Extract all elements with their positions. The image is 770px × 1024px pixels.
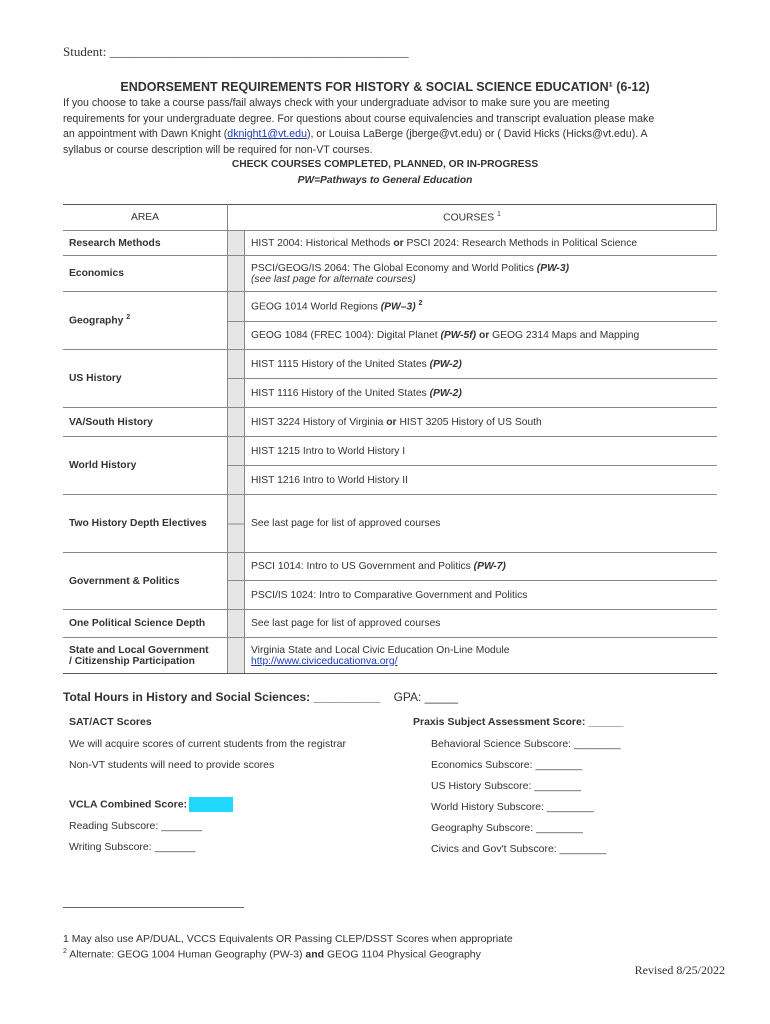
checkbox-us-history-2[interactable] [228,379,245,408]
revised-date: Revised 8/25/2022 [634,963,725,977]
course-government-2: PSCI/IS 1024: Intro to Comparative Government and Politics [245,581,717,610]
checkbox-state-local-government[interactable] [228,638,245,674]
dawn-knight-email-link[interactable]: dknight1@vt.edu [227,128,307,140]
total-hours-field[interactable]: Total Hours in History and Social Sciences: __________ [63,690,381,704]
vcla-writing-subscore[interactable]: Writing Subscore: _______ [69,841,196,853]
civic-education-link[interactable]: http://www.civiceducationva.org/ [251,655,398,667]
sat-act-note-1: We will acquire scores of current students from the registrar [69,738,346,750]
intro-line-3-pre: an appointment with Dawn Knight ( [63,128,228,140]
vcla-reading-subscore[interactable]: Reading Subscore: _______ [69,820,203,832]
area-research-methods: Research Methods [63,231,228,256]
course-world-history-2: HIST 1216 Intro to World History II [245,466,717,495]
checkbox-world-history-2[interactable] [228,466,245,495]
course-us-history-2: HIST 1116 History of the United States (PW-2) [245,379,717,408]
sat-act-label: SAT/ACT Scores [69,716,152,728]
checkbox-government-2[interactable] [228,581,245,610]
sat-act-note-2: Non-VT students will need to provide scores [69,759,275,771]
checkbox-depth-electives[interactable] [228,495,245,553]
checkbox-economics[interactable] [228,256,245,292]
check-courses-heading: CHECK COURSES COMPLETED, PLANNED, OR IN-PROGRESS [231,159,539,170]
course-polisci-depth: See last page for list of approved courses [245,610,717,638]
vcla-score-highlight-field[interactable] [189,797,233,812]
course-world-history-1: HIST 1215 Intro to World History I [245,437,717,466]
checkbox-us-history-1[interactable] [228,350,245,379]
area-depth-electives: Two History Depth Electives [63,495,228,553]
intro-line-3-post: ), or Louisa LaBerge (jberge@vt.edu) or ( David Hicks (Hicks@vt.edu). A [306,128,648,140]
checkbox-va-south-history[interactable] [228,408,245,437]
checkbox-geography-1[interactable] [228,292,245,322]
intro-line-1: If you choose to take a course pass/fail always check with your undergraduate advisor to make sure you are meeting [63,97,610,109]
course-civic-education: Virginia State and Local Civic Education On-Line Module http://www.civiceducationva.org/ [245,638,717,674]
area-polisci-depth: One Political Science Depth [63,610,228,638]
praxis-world-history-subscore[interactable]: World History Subscore: ________ [431,801,594,813]
course-us-history-1: HIST 1115 History of the United States (PW-2) [245,350,717,379]
student-name-line[interactable]: Student: ______________________________________________ [63,44,409,59]
area-government-politics: Government & Politics [63,553,228,610]
praxis-civics-subscore[interactable]: Civics and Gov't Subscore: ________ [431,843,607,855]
page-title: ENDORSEMENT REQUIREMENTS FOR HISTORY & SOCIAL SCIENCE EDUCATION¹ (6-12) [120,80,650,94]
checkbox-world-history-1[interactable] [228,437,245,466]
pathways-note: PW=Pathways to General Education [297,175,473,186]
course-geography-2: GEOG 1084 (FREC 1004): Digital Planet (PW-5f) or GEOG 2314 Maps and Mapping [245,322,717,350]
praxis-behavioral-subscore[interactable]: Behavioral Science Subscore: ________ [431,738,621,750]
course-geography-1: GEOG 1014 World Regions (PW–3) $^2$ [245,292,717,322]
praxis-economics-subscore[interactable]: Economics Subscore: ________ [431,759,583,771]
intro-line-4: syllabus or course description will be required for non-VT courses. [63,143,373,156]
area-va-south-history: VA/South History [63,408,228,437]
course-research-methods: HIST 2004: Historical Methods or PSCI 2024: Research Methods in Political Science [245,231,717,256]
gpa-field[interactable]: GPA: _____ [393,690,459,704]
area-header: AREA [63,205,228,231]
area-state-local-government: State and Local Government / Citizenship Participation [63,638,228,674]
course-depth-electives: See last page for list of approved courses [245,495,717,553]
requirements-table [63,204,717,674]
area-world-history: World History [63,437,228,495]
course-government-1: PSCI 1014: Intro to US Government and Politics (PW-7) [245,553,717,581]
intro-paragraph [63,96,713,158]
courses-header: COURSES $^1$ [228,205,717,231]
course-economics: PSCI/GEOG/IS 2064: The Global Economy and World Politics (PW-3) (see last page for alternate courses) [245,256,717,292]
checkbox-research-methods[interactable] [228,231,245,256]
checkbox-geography-2[interactable] [228,322,245,350]
footnote-divider [63,907,244,908]
course-va-south-history: HIST 3224 History of Virginia or HIST 3205 History of US South [245,408,717,437]
footnote-1: 1 May also use AP/DUAL, VCCS Equivalents OR Passing CLEP/DSST Scores when appropriate [63,933,513,945]
area-economics: Economics [63,256,228,292]
area-geography: Geography $^2$ [63,292,228,350]
total-hours-line [63,690,458,704]
area-us-history: US History [63,350,228,408]
intro-line-2: requirements for your undergraduate degree. For questions about course equivalencies and transcript evaluation please make [63,112,655,125]
checkbox-polisci-depth[interactable] [228,610,245,638]
vcla-combined-score: VCLA Combined Score: [69,797,233,812]
footnote-2: $^2$ Alternate: GEOG 1004 Human Geography (PW-3) and GEOG 1104 Physical Geography [63,948,481,961]
praxis-geography-subscore[interactable]: Geography Subscore: ________ [431,822,583,834]
praxis-score-label[interactable]: Praxis Subject Assessment Score: ______ [413,716,624,728]
praxis-us-history-subscore[interactable]: US History Subscore: ________ [431,780,581,792]
checkbox-government-1[interactable] [228,553,245,581]
